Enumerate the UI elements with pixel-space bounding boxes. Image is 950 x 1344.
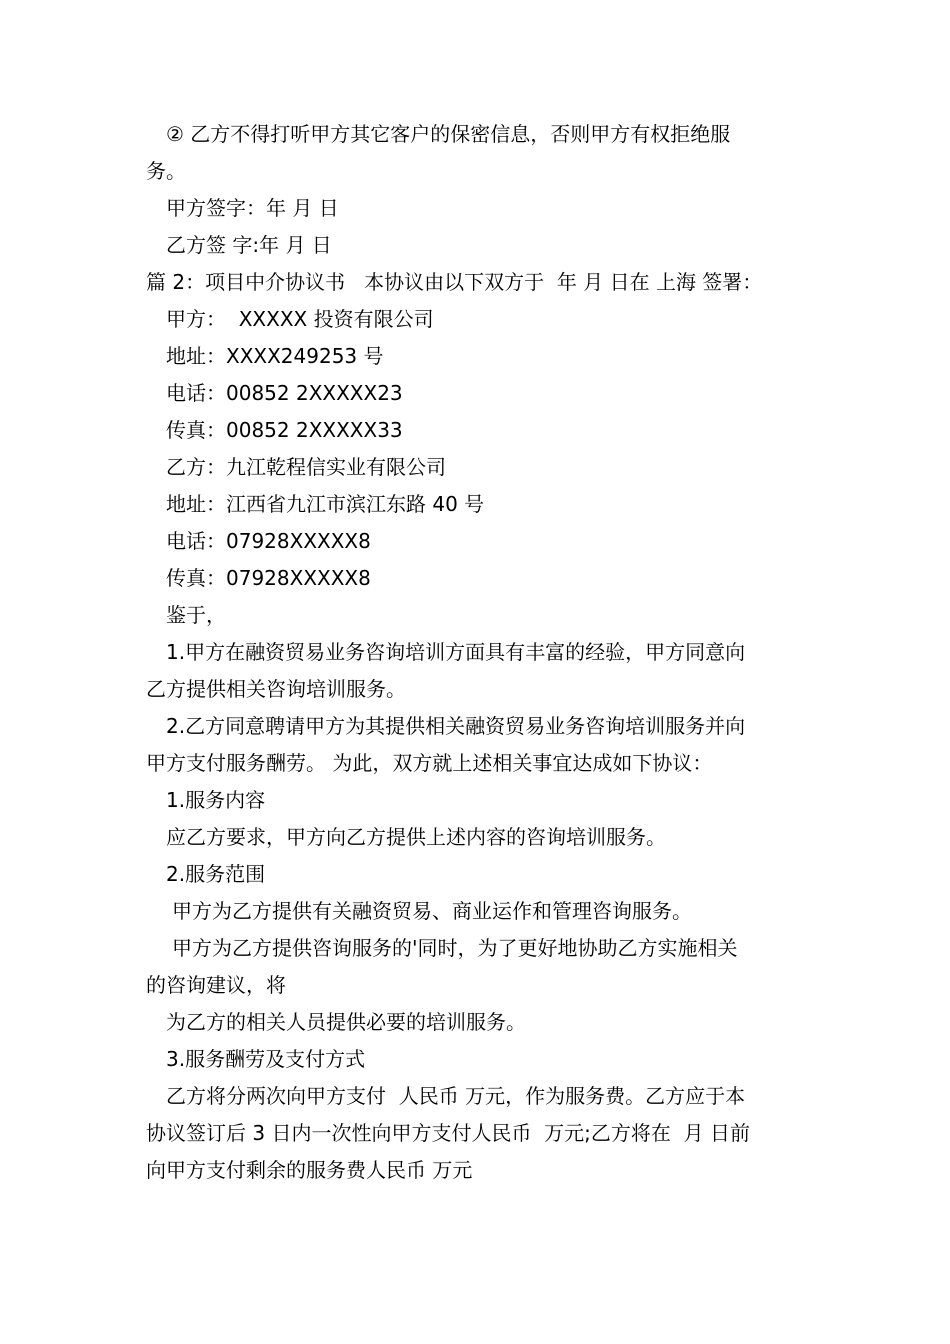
text-line: 务。: [146, 159, 186, 183]
text-line: 为乙方的相关人员提供必要的培训服务。: [166, 1010, 526, 1034]
text-line: 乙方提供相关咨询培训服务。: [146, 677, 406, 701]
signature-line-party-b: 乙方签 字:年 月 日: [166, 233, 332, 257]
text-line: 协议签订后 3 日内一次性向甲方支付人民币 万元;乙方将在 月 日前: [146, 1121, 750, 1145]
clause-heading: 2.服务范围: [166, 862, 266, 886]
party-a-phone: 电话：00852 2XXXXX23: [166, 381, 403, 405]
text-line: 2.乙方同意聘请甲方为其提供相关融资贸易业务咨询培训服务并向: [166, 714, 746, 738]
text-line: ② 乙方不得打听甲方其它客户的保密信息，否则甲方有权拒绝服: [166, 122, 731, 146]
party-a-address: 地址：XXXX249253 号: [166, 344, 384, 368]
document-page: [146, 116, 810, 1189]
text-line: 1.甲方在融资贸易业务咨询培训方面具有丰富的经验，甲方同意向: [166, 640, 746, 664]
party-a-fax: 传真：00852 2XXXXX33: [166, 418, 403, 442]
clause-heading: 1.服务内容: [166, 788, 266, 812]
text-line: 的咨询建议，将: [146, 973, 286, 997]
text-line: 甲方支付服务酬劳。 为此，双方就上述相关事宜达成如下协议：: [146, 751, 713, 775]
text-line: 乙方将分两次向甲方支付 人民币 万元，作为服务费。乙方应于本: [166, 1084, 746, 1108]
text-line: 向甲方支付剩余的服务费人民币 万元: [146, 1158, 473, 1182]
clause-heading: 3.服务酬劳及支付方式: [166, 1047, 366, 1071]
party-b-fax: 传真：07928XXXXX8: [166, 566, 371, 590]
party-b-name: 乙方：九江乾程信实业有限公司: [166, 455, 446, 479]
signature-line-party-a: 甲方签字：年 月 日: [166, 196, 339, 220]
party-b-phone: 电话：07928XXXXX8: [166, 529, 371, 553]
text-line: 鉴于，: [166, 603, 226, 627]
text-line: 甲方为乙方提供咨询服务的'同时，为了更好地协助乙方实施相关: [172, 936, 738, 960]
section-heading: 篇 2：项目中介协议书 本协议由以下双方于 年 月 日在 上海 签署：: [146, 270, 763, 294]
party-a-name: 甲方： XXXXX 投资有限公司: [166, 307, 434, 331]
text-line: 应乙方要求，甲方向乙方提供上述内容的咨询培训服务。: [166, 825, 666, 849]
party-b-address: 地址：江西省九江市滨江东路 40 号: [166, 492, 485, 516]
text-line: 甲方为乙方提供有关融资贸易、商业运作和管理咨询服务。: [172, 899, 692, 923]
